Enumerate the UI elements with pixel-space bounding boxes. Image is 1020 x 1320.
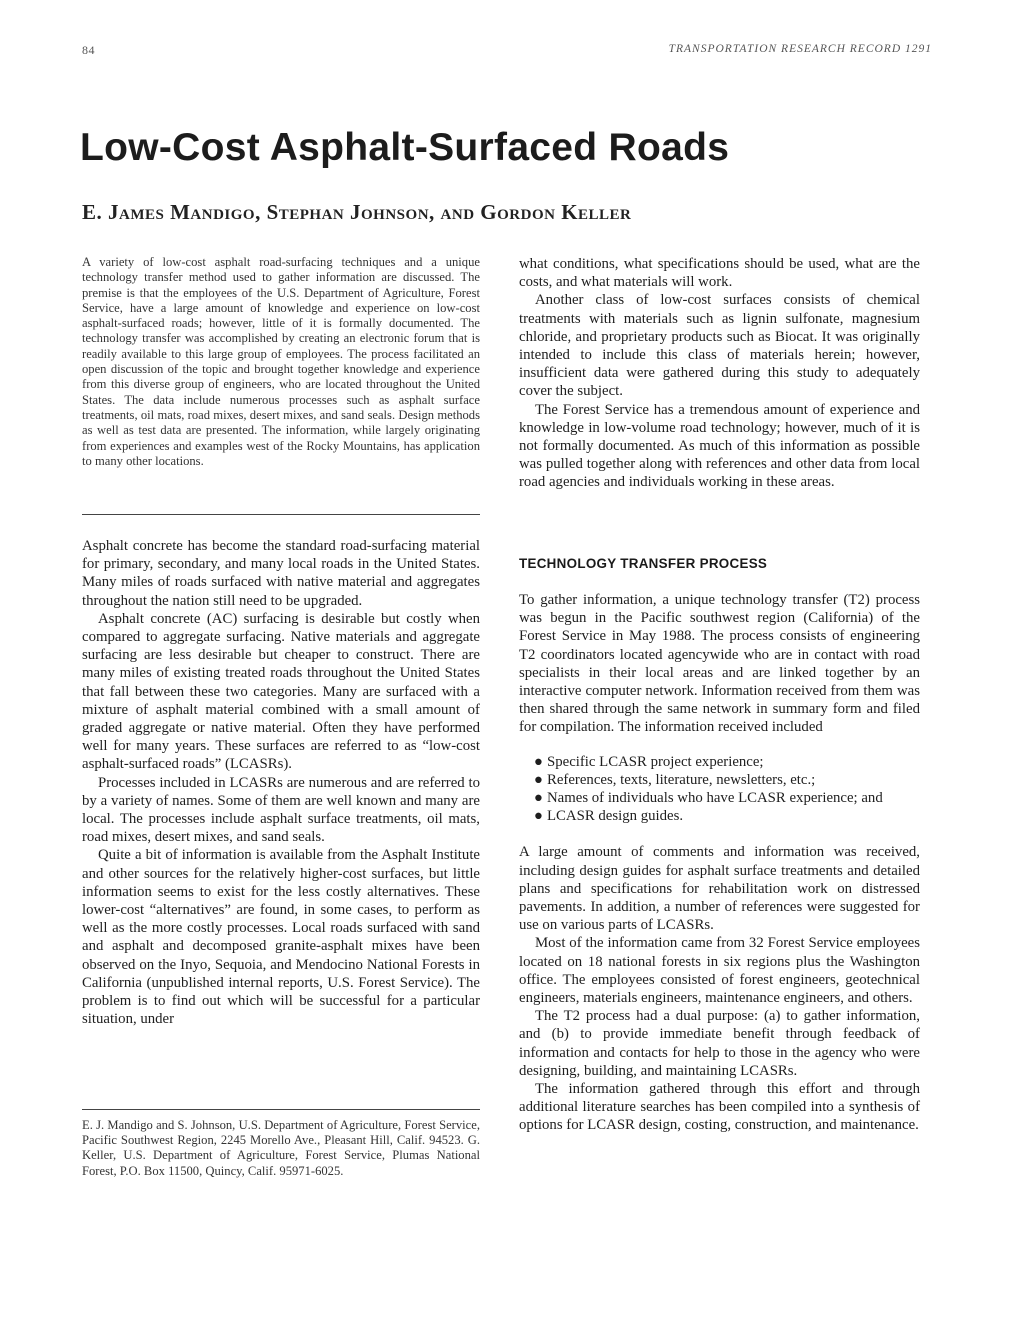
body-paragraph: Asphalt concrete has become the standard road-surfacing material for primary, secondary, and many local roads in the United States. Many miles of roads surfaced with native material and aggregates throughout the nation still need to be upgraded.: [82, 538, 480, 609]
body-paragraph: Asphalt concrete (AC) surfacing is desirable but costly when compared to aggregate surfacing. Native materials and aggregate surfacing are less desirable but cheaper to construct. There are many miles of existing treated roads throughout the United States that fall between these two categories. Many are surfaced with a mixture of asphalt material combined with a small amount of graded aggregate or native material. Often they have performed well for many years. These surfaces are referred to as “low-cost asphalt-surfaced roads” (LCASRs).: [82, 610, 480, 773]
bullet-icon: ●: [534, 771, 543, 788]
right-column-continuation: [519, 255, 920, 492]
author-affiliation-footnote: E. J. Mandigo and S. Johnson, U.S. Department of Agriculture, Forest Service, Pacific Southwest Region, 2245 Morello Ave., Pleasant Hill, Calif. 94523. G. Keller, U.S. Department of Agriculture, Forest Service, Plumas National Forest, P.O. Box 11500, Quincy, Calif. 95971-6025.: [82, 1118, 480, 1178]
author-line: E. James Mandigo, Stephan Johnson, and Gordon Keller: [82, 200, 632, 224]
body-paragraph: The T2 process had a dual purpose: (a) to gather information, and (b) to provide immediate benefit through feedback of information and contacts for help to those in the agency who were designing, building, and maintaining LCASRs.: [519, 1008, 920, 1079]
footnote-divider: [82, 1109, 480, 1110]
body-paragraph: A large amount of comments and information was received, including design guides for asphalt surface treatments and detailed plans and specifications for rehabilitation work on distressed pavements. In addition, a number of references were suggested for use on various parts of LCASRs.: [519, 844, 920, 934]
info-received-list: [519, 753, 920, 826]
article-title: Low-Cost Asphalt-Surfaced Roads: [80, 126, 730, 169]
body-paragraph: what conditions, what specifications should be used, what are the costs, and what materials will work.: [519, 256, 920, 291]
body-paragraph: To gather information, a unique technology transfer (T2) process was begun in the Pacific southwest region (California) of the Forest Service in May 1988. The process consists of engineering T2 coordinators located agencywide who are in contact with road specialists in their local areas and are linked together by an interactive computer network. Information received from them was then shared through the same network in summary form and filed for compilation. The information received included: [519, 592, 920, 736]
body-paragraph: Quite a bit of information is available from the Asphalt Institute and other sources for the relatively higher-cost surfaces, but little information seems to exist for the less costly alternatives. These lower-cost “alternatives” are found, in some cases, to perform as well as the more costly processes. Local roads surfaced with sand and asphalt and decomposed granite-asphalt mixes have been observed on the Inyo, Sequoia, and Mendocino National Forests in California (unpublished internal reports, U.S. Forest Service). The problem is to find out which will be successful for a particular situation, under: [82, 847, 480, 1028]
body-paragraph: Another class of low-cost surfaces consists of chemical treatments with materials such as lignin sulfonate, magnesium chloride, and proprietary products such as Biocat. It was originally intended to include this class of materials herein; however, insufficient data were gathered during this study to adequately cover the subject.: [519, 292, 920, 400]
bullet-icon: ●: [534, 753, 543, 770]
list-item: ● LCASR design guides.: [534, 808, 684, 825]
section-heading: TECHNOLOGY TRANSFER PROCESS: [519, 556, 768, 571]
bullet-icon: ●: [534, 808, 543, 825]
body-paragraph: Processes included in LCASRs are numerous and are referred to by a variety of names. Some of them are well known and many are local. The processes include asphalt surface treatments, oil mats, road mixes, desert mixes, and sand seals.: [82, 774, 480, 846]
left-column-body: [82, 537, 480, 1028]
technology-transfer-section: [519, 591, 920, 1135]
bullet-icon: ●: [534, 790, 543, 807]
abstract-divider: [82, 514, 480, 515]
list-item: ● Names of individuals who have LCASR experience; and: [534, 790, 883, 807]
list-item: ● References, texts, literature, newsletters, etc.;: [534, 771, 816, 788]
page-number: 84: [82, 43, 95, 57]
abstract: A variety of low-cost asphalt road-surfacing techniques and a unique technology transfer method used to gather information are discussed. The premise is that the employees of the U.S. Department of Agriculture, Forest Service, have a large amount of knowledge and experience on low-cost asphalt-surfaced roads; however, little of it is formally documented. The technology transfer was accomplished by creating an electronic forum that is readily available to this large group of employees. The process facilitated an open discussion of the topic and brought together knowledge and experience from this diverse group of engineers, who are located throughout the United States. The data include numerous processes such as asphalt surface treatments, oil mats, road mixes, desert mixes, and sand seals. Design methods as well as test data are presented. The information, while largely originating from experiences and examples west of the Rocky Mountains, has application to many other locations.: [82, 255, 480, 468]
body-paragraph: Most of the information came from 32 Forest Service employees located on 18 national forests in six regions plus the Washington office. The employees consisted of forest engineers, geotechnical engineers, materials engineers, maintenance engineers, and others.: [519, 935, 920, 1007]
body-paragraph: The information gathered through this effort and through additional literature searches has been compiled into a synthesis of options for LCASR design, costing, construction, and maintenance.: [519, 1081, 920, 1134]
list-item: ● Specific LCASR project experience;: [534, 753, 764, 770]
journal-running-head: TRANSPORTATION RESEARCH RECORD 1291: [668, 43, 932, 55]
body-paragraph: The Forest Service has a tremendous amount of experience and knowledge in low-volume road technology; however, much of it is not formally documented. As much of this information as possible was pulled together along with references and other data from local road agencies and individuals working in these areas.: [519, 401, 920, 491]
